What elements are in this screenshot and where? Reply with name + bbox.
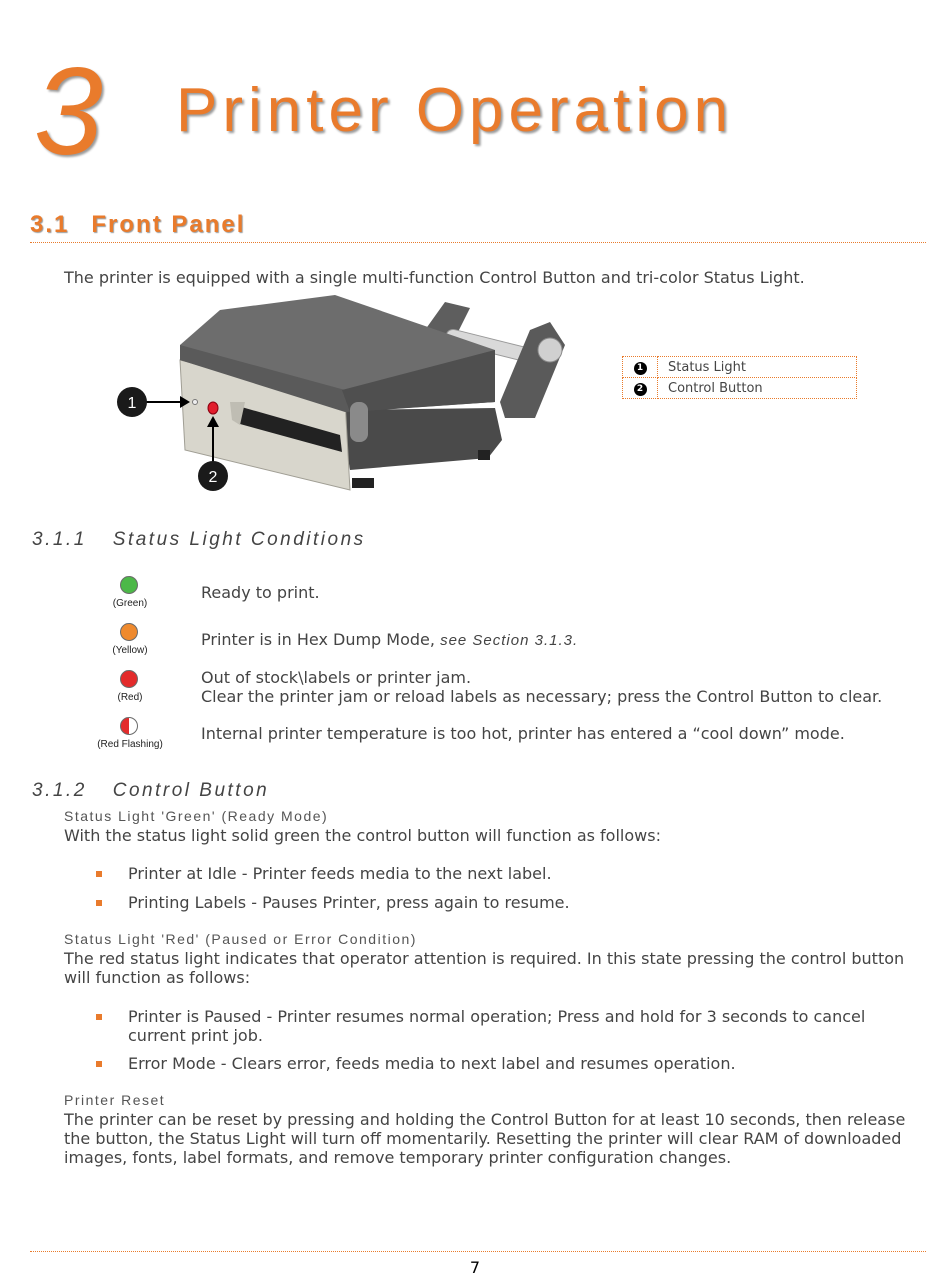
legend-row xyxy=(623,378,857,399)
status-light-green-icon xyxy=(120,576,138,594)
intro-paragraph: The printer is equipped with a single multi-function Control Button and tri-color Status Light. xyxy=(64,268,805,287)
subsection-number: 3.1.1 xyxy=(32,529,87,550)
condition-text xyxy=(201,630,578,650)
green-mode-intro: With the status light solid green the control button will function as follows: xyxy=(64,826,661,845)
status-light-red-flashing-icon xyxy=(120,717,138,735)
bullet-icon xyxy=(96,900,102,906)
figure-legend xyxy=(622,356,857,399)
bullet-icon xyxy=(96,1061,102,1067)
section-heading xyxy=(30,211,245,239)
status-light-caption: (Red Flashing) xyxy=(97,739,163,750)
status-light-caption: (Red) xyxy=(117,692,143,703)
status-light-red-icon xyxy=(120,670,138,688)
status-light-caption: (Yellow) xyxy=(112,645,148,656)
condition-text: Ready to print. xyxy=(201,583,320,602)
condition-text: Clear the printer jam or reload labels as necessary; press the Control Button to clear. xyxy=(201,687,883,706)
list-item: Printer is Paused - Printer resumes normal operation; Press and hold for 3 seconds to cancel current print job. xyxy=(128,1007,866,1045)
list-item: Printing Labels - Pauses Printer, press again to resume. xyxy=(128,893,570,912)
red-mode-intro: The red status light indicates that operator attention is required. In this state pressing the control button will function as follows: xyxy=(64,949,905,987)
legend-label: Status Light xyxy=(658,357,857,378)
green-mode-heading: Status Light 'Green' (Ready Mode) xyxy=(64,808,329,824)
chapter-title: Printer Operation xyxy=(176,76,734,145)
section-number: 3.1 xyxy=(30,211,70,238)
subsection-title: Status Light Conditions xyxy=(112,529,366,550)
bullet-icon xyxy=(96,871,102,877)
condition-text-main: Printer is in Hex Dump Mode, xyxy=(201,630,441,649)
subsection-heading xyxy=(32,529,366,551)
callout-1: 1 xyxy=(127,395,137,412)
legend-number: 1 xyxy=(634,362,647,375)
reset-heading: Printer Reset xyxy=(64,1092,166,1108)
callout-2: 2 xyxy=(208,469,218,486)
subsection-title: Control Button xyxy=(112,780,270,801)
status-light-yellow-icon xyxy=(120,623,138,641)
legend-label: Control Button xyxy=(658,378,857,399)
legend-number: 2 xyxy=(634,383,647,396)
printer-illustration xyxy=(110,290,580,500)
condition-text: Out of stock\labels or printer jam. xyxy=(201,668,472,687)
list-item: Error Mode - Clears error, feeds media to next label and resumes operation. xyxy=(128,1054,736,1073)
footer-divider xyxy=(30,1251,926,1252)
status-light-caption: (Green) xyxy=(112,598,148,609)
bullet-icon xyxy=(96,1014,102,1020)
page-number: 7 xyxy=(469,1258,481,1277)
condition-text: Internal printer temperature is too hot, printer has entered a “cool down” mode. xyxy=(201,724,845,743)
subsection-number: 3.1.2 xyxy=(32,780,87,801)
legend-row xyxy=(623,357,857,378)
red-mode-heading: Status Light 'Red' (Paused or Error Condition) xyxy=(64,931,417,947)
chapter-number: 3 xyxy=(34,43,103,181)
section-title: Front Panel xyxy=(91,211,246,238)
reset-paragraph: The printer can be reset by pressing and holding the Control Button for at least 10 seconds, then release the button, the Status Light will turn off momentarily. Resetting the printer will clear RAM of downloaded images, fonts, label formats, and remove temporary printer configuration changes. xyxy=(64,1110,906,1167)
subsection-heading xyxy=(32,780,269,802)
list-item: Printer at Idle - Printer feeds media to the next label. xyxy=(128,864,552,883)
section-reference: see Section 3.1.3. xyxy=(440,632,579,649)
section-divider xyxy=(30,242,926,243)
